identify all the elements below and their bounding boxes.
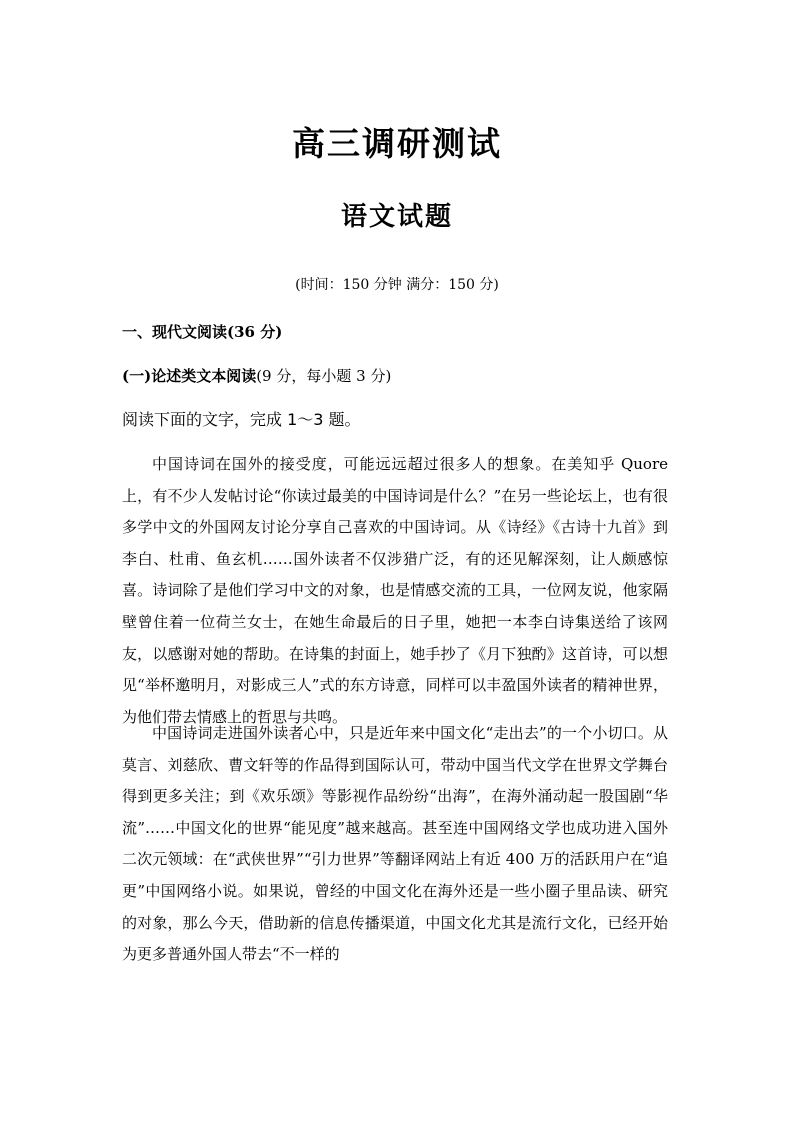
paragraph-1: 中国诗词在国外的接受度，可能远远超过很多人的想象。在美知乎 Quore 上，有不少人发帖讨论“你读过最美的中国诗词是什么？”在另一些论坛上，也有很多学中文的外国网友讨论分享自己喜欢的中国诗词。从《诗经》《古诗十九首》到李白、杜甫、鱼玄机……国外读者不仅涉猎广泛，有的还见解深刻，让人颇感惊喜。诗词除了是他们学习中文的对象，也是情感交流的工具，一位网友说，他家隔壁曾住着一位荷兰女士，在她生命最后的日子里，她把一本李白诗集送给了该网友，以感谢对她的帮助。在诗集的封面上，她手抄了《月下独酌》这首诗，可以想见“举杯邀明月，对影成三人”式的东方诗意，同样可以丰盈国外读者的精神世界，为他们带去情感上的哲思与共鸣。 (122, 455, 668, 726)
paragraph-2: 中国诗词走进国外读者心中，只是近年来中国文化“走出去”的一个小切口。从莫言、刘慈欣、曹文轩等的作品得到国际认可，带动中国当代文学在世界文学舞台得到更多关注；到《欢乐颂》等影视作品纷纷“出海”，在海外涌动起一股国剧“华流”……中国文化的世界“能见度”越来越高。甚至连中国网络文学也成功进入国外二次元领域：在“武侠世界”“引力世界”等翻译网站上有近 400 万的活跃用户在“追更”中国网络小说。如果说，曾经的中国文化在海外还是一些小圈子里品读、研究的对象，那么今天，借助新的信息传播渠道，中国文化尤其是流行文化，已经开始为更多普通外国人带去“不一样的 (122, 724, 668, 964)
subsection-heading-rest: (9 分，每小题 3 分) (256, 367, 392, 385)
page-title: 高三调研测试 (292, 124, 502, 163)
reading-instruction: 阅读下面的文字，完成 1～3 题。 (122, 410, 361, 429)
exam-info: (时间：150 分钟 满分：150 分) (295, 277, 499, 293)
section-heading: 一、现代文阅读(36 分) (122, 323, 283, 341)
page-subtitle: 语文试题 (340, 202, 453, 232)
subsection-heading-bold: (一)论述类文本阅读 (122, 367, 257, 385)
subsection-heading (122, 365, 391, 386)
